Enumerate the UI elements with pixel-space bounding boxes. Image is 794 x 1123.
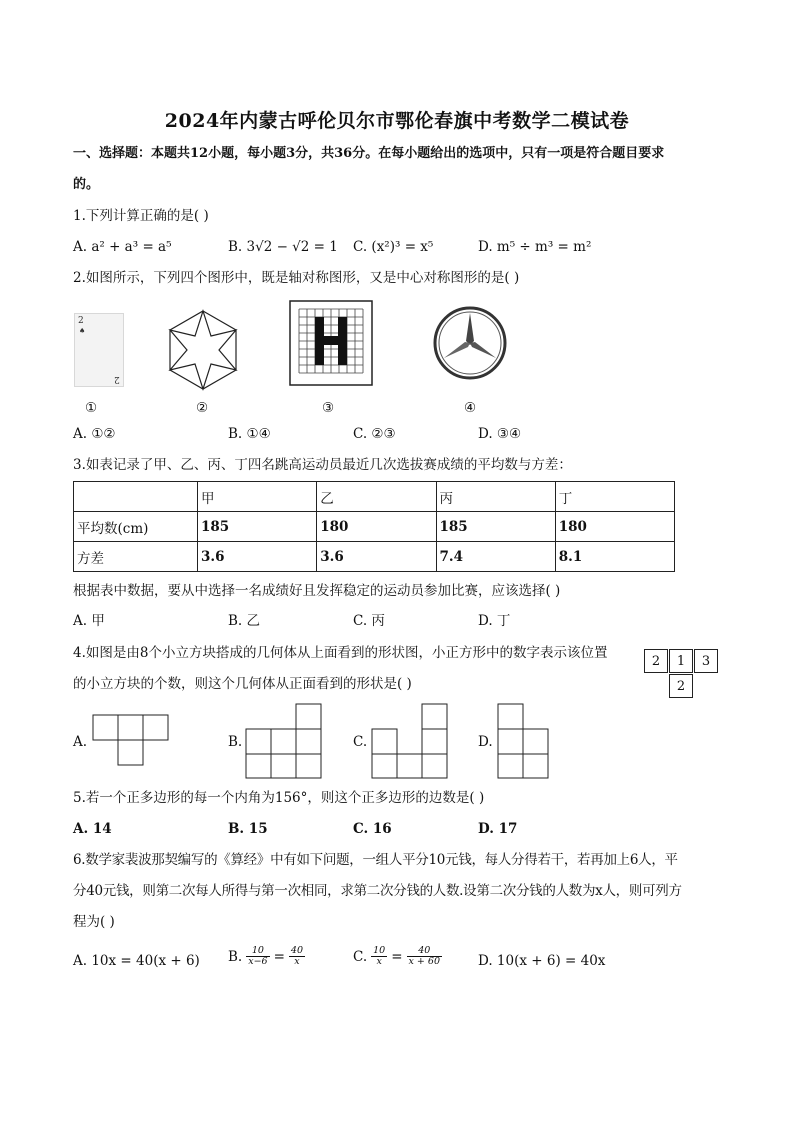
top-view-grid	[644, 649, 720, 699]
q6-option-d: D. 10(x + 6) = 40x	[478, 953, 606, 969]
three-point-star-figure	[432, 305, 508, 381]
q1-option-a: A. a² + a³ = a⁵	[73, 239, 172, 255]
q6-stem-line3: 程为( )	[73, 914, 115, 930]
page-title: 2024年内蒙古呼伦贝尔市鄂伦春旗中考数学二模试卷	[164, 110, 630, 132]
table-cell: 平均数(cm)	[74, 512, 198, 542]
table-cell: 7.4	[436, 542, 555, 572]
hexagram-figure	[166, 309, 240, 391]
q4-stem-line2: 的小立方块的个数，则这个几何体从正面看到的形状是( )	[73, 676, 412, 692]
fraction-denominator: x−6	[248, 956, 268, 967]
q4-option-a: A.	[73, 734, 88, 750]
q6-option-c	[353, 946, 442, 967]
q4-stem-line1: 4.如图是由8个小立方块搭成的几何体从上面看到的形状图，小正方形中的数字表示该位置	[73, 645, 608, 661]
q4-option-d: D.	[478, 734, 493, 750]
q2-option-c: C. ②③	[353, 426, 396, 442]
q3-follow: 根据表中数据，要从中选择一名成绩好且发挥稳定的运动员参加比赛，应该选择( )	[73, 583, 561, 599]
q6-option-a: A. 10x = 40(x + 6)	[73, 953, 200, 969]
q3-stem: 3.如表记录了甲、乙、丙、丁四名跳高运动员最近几次选拔赛成绩的平均数与方差：	[73, 457, 572, 473]
q2-option-a: A. ①②	[73, 426, 116, 442]
q1-stem: 1.下列计算正确的是( )	[73, 208, 209, 224]
q5-stem: 5.若一个正多边形的每一个内角为156°，则这个正多边形的边数是( )	[73, 790, 485, 806]
card-rank-top: 2	[78, 316, 84, 326]
q5-option-a: A. 14	[73, 821, 112, 837]
q6-stem-line1: 6.数学家裴波那契编写的《算经》中有如下问题，一组人平分10元钱，每人分得若干，若再加上6人，平	[73, 852, 678, 868]
q4-option-c: C.	[353, 734, 368, 750]
table-header-row	[74, 482, 675, 512]
equals-sign: =	[391, 948, 403, 965]
section-header-line1: 一、选择题：本题共12小题，每小题3分，共36分。在每小题给出的选项中，只有一项是符合题目要求	[73, 146, 665, 161]
figure-label-3: ③	[322, 400, 335, 416]
q2-option-b: B. ①④	[228, 426, 271, 442]
playing-card-figure	[74, 313, 124, 387]
fraction	[371, 946, 387, 967]
table-header-cell: 丙	[436, 482, 555, 512]
figure-label-1: ①	[85, 400, 98, 416]
front-view-option-b	[245, 703, 323, 779]
table-cell: 3.6	[198, 542, 317, 572]
grid-cell: 2	[669, 674, 693, 698]
front-view-option-c	[371, 703, 449, 779]
table-header-cell: 丁	[555, 482, 674, 512]
q1-option-b: B. 3√2 − √2 = 1	[228, 239, 338, 255]
q5-option-c: C. 16	[353, 821, 392, 837]
fraction-denominator: x	[294, 956, 300, 967]
grid-cell: 3	[694, 649, 718, 673]
fraction	[289, 946, 305, 967]
section-header-line2: 的。	[73, 177, 100, 192]
fraction-numerator: 40	[290, 945, 303, 956]
q1-option-d: D. m⁵ ÷ m³ = m²	[478, 239, 592, 255]
q6-stem-line2: 分40元钱，则第二次每人所得与第一次相同，求第二次分钱的人数.设第二次分钱的人数为x人，则可列方	[73, 883, 682, 899]
card-rank-bottom: 2	[114, 374, 120, 384]
fraction-numerator: 10	[246, 946, 269, 957]
q2-stem: 2.如图所示，下列四个图形中，既是轴对称图形，又是中心对称图形的是( )	[73, 270, 520, 286]
table-cell: 185	[436, 512, 555, 542]
figure-label-4: ④	[464, 400, 477, 416]
fraction	[407, 946, 442, 967]
q1-option-c: C. (x²)³ = x⁵	[353, 239, 434, 255]
q4-option-b: B.	[228, 734, 243, 750]
q2-option-d: D. ③④	[478, 426, 522, 442]
table-cell: 方差	[74, 542, 198, 572]
q6-option-c-prefix: C.	[353, 948, 368, 965]
q5-option-b: B. 15	[228, 821, 268, 837]
front-view-option-a	[92, 714, 170, 766]
table-header-cell	[74, 482, 198, 512]
table-cell: 3.6	[317, 542, 436, 572]
h-grid-figure	[289, 300, 373, 386]
table-header-cell: 甲	[198, 482, 317, 512]
q3-option-b: B. 乙	[228, 613, 261, 629]
table-row	[74, 512, 675, 542]
fraction-numerator: 40	[407, 946, 442, 957]
front-view-option-d	[497, 703, 551, 779]
fraction	[246, 946, 269, 967]
q3-option-a: A. 甲	[73, 613, 105, 629]
table-cell: 8.1	[555, 542, 674, 572]
fraction-denominator: x	[376, 956, 382, 967]
fraction-numerator: 10	[373, 945, 386, 956]
score-table	[73, 481, 675, 572]
table-cell: 185	[198, 512, 317, 542]
q5-option-d: D. 17	[478, 821, 518, 837]
q6-option-b	[228, 946, 305, 967]
grid-cell: 2	[644, 649, 668, 673]
table-cell: 180	[317, 512, 436, 542]
q6-option-b-prefix: B.	[228, 948, 243, 965]
table-header-cell: 乙	[317, 482, 436, 512]
q3-option-c: C. 丙	[353, 613, 385, 629]
q3-option-d: D. 丁	[478, 613, 511, 629]
equals-sign: =	[273, 948, 285, 965]
fraction-denominator: x + 60	[408, 956, 440, 967]
figure-label-2: ②	[196, 400, 209, 416]
spade-icon: ♠	[79, 327, 86, 335]
table-cell: 180	[555, 512, 674, 542]
table-row	[74, 542, 675, 572]
grid-cell: 1	[669, 649, 693, 673]
